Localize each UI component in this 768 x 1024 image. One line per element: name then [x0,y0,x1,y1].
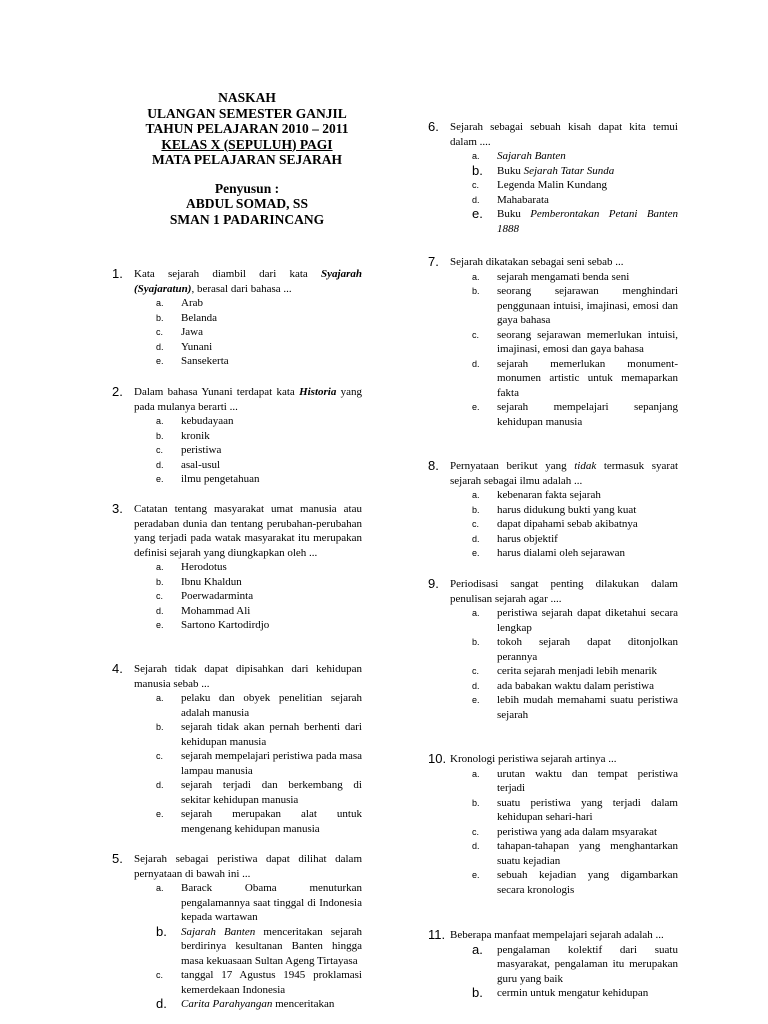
option-text: pelaku dan obyek penelitian sejarah adalah manusia [181,692,362,719]
question-number: 5. [112,851,123,866]
question-term: Historia [299,386,337,398]
option-letter: c. [156,445,164,455]
option-letter: e. [156,620,164,630]
option-text: sejarah mengamati benda seni [497,270,630,283]
option-letter: e. [156,809,164,819]
question-number: 2. [112,384,123,399]
header-class: KELAS X (SEPULUH) PAGI [161,136,333,152]
question-text: Beberapa manfaat mempelajari sejarah adalah ... [450,929,664,941]
option-letter: a. [156,416,164,426]
option-text: dapat dipahami sebab akibatnya [497,518,638,530]
question-text [134,267,362,296]
option-text: kronik [181,429,210,442]
question-6 [428,120,678,236]
option-letter: b. [472,637,480,647]
option-text: Barack Obama menuturkan pengalamannya saat tinggal di Indonesia kepada wartawan [181,882,362,923]
option [472,488,678,503]
option-letter: e. [472,695,480,705]
option-letter: d. [156,459,164,470]
option-text: sejarah mempelajari sepanjang kehidupan manusia [497,401,678,428]
option [472,193,678,208]
option-text: Sansekerta [181,355,229,367]
option-letter: e. [472,206,483,221]
option-text: Legenda Malin Kundang [497,179,607,191]
option-letter: b. [472,797,480,808]
option [156,429,362,444]
option [472,328,678,357]
option-title: Pemberontakan Petani Banten 1888 [497,208,678,235]
option [472,164,678,179]
option [156,560,362,575]
option-letter: d. [156,605,164,616]
option-text: cermin untuk mengatur kehidupan [497,987,649,999]
question-text: Sejarah sebagai sebuah kisah dapat kita temui dalam .... [450,121,678,148]
question-number: 8. [428,458,439,473]
option [472,532,678,547]
option-text: Yunani [181,340,213,353]
option-title: Sajarah Banten [181,925,256,938]
option [156,749,362,778]
question-text: Sejarah dikatakan sebagai seni sebab ... [450,256,624,268]
option-letter: b. [472,286,480,296]
question-text-part: yang pada mulanya berarti ... [134,386,363,413]
option-letter: c. [156,591,164,601]
option [156,691,362,720]
option-text: Ibnu Khaldun [181,575,242,588]
option-text: ilmu pengetahuan [181,473,260,485]
header-title: NASKAH [218,90,276,105]
option [472,825,678,840]
question-8 [428,459,678,561]
option [472,503,678,518]
option-letter: b. [472,985,483,1000]
question-text-part: Kata sejarah diambil dari kata [134,268,322,280]
option-text: sebuah kejadian yang digambarkan secara kronologis [497,869,678,896]
question-number: 6. [428,119,439,134]
option [472,943,678,987]
option-text: sejarah terjadi dan berkembang di sekitar kehidupan manusia [181,779,362,806]
option-letter: e. [156,356,164,366]
option-text: harus dialami oleh sejarawan [497,547,625,559]
option-text: peristiwa [181,444,222,456]
option [472,357,678,401]
option-letter: b. [156,430,164,441]
option-letter: a. [156,693,164,703]
option-letter: e. [156,474,164,484]
question-2 [112,385,362,487]
option-letter: d. [472,358,480,369]
option-text: Sajarah Banten [497,150,566,162]
question-text-part: Pernyataan berikut yang [450,460,575,472]
question-number: 10. [428,751,447,766]
option-text: kebenaran fakta sejarah [497,489,601,501]
option-letter: a. [472,608,480,618]
option-text-part: menceritakan [272,998,335,1010]
question-number: 9. [428,576,439,591]
question-text-part: , berasal dari bahasa ... [191,282,292,295]
compiler-name: ABDUL SOMAD, SS [186,196,308,211]
header-subject: MATA PELAJARAN SEJARAH [151,152,342,167]
option-text: Arab [181,297,203,309]
question-text [450,459,678,488]
option [156,325,362,340]
question-7 [428,255,678,429]
option-letter: a. [472,490,480,500]
option-text: seorang sejarawan menghindari penggunaan intuisi, imajinasi, emosi dan gaya bahasa [497,285,678,326]
option-text-part: Buku [497,208,531,220]
option-text: lebih mudah memahami suatu peristiwa sejarah [497,694,678,721]
option [156,354,362,369]
option-text: ada babakan waktu dalam peristiwa [497,679,654,692]
option-text: sejarah tidak akan pernah berhenti dari kehidupan manusia [181,721,362,748]
question-number: 7. [428,254,439,269]
option-text [497,164,678,179]
option [472,284,678,328]
option-letter: d. [156,341,164,352]
school-name: SMAN 1 PADARINCANG [169,211,325,227]
question-text: Kronologi peristiwa sejarah artinya ... [450,753,617,765]
document-header [112,90,382,227]
question-number: 3. [112,501,123,516]
option-letter: c. [472,180,480,190]
option-letter: b. [156,923,167,939]
option [156,472,362,487]
option-letter: a. [156,562,164,572]
option [472,270,678,285]
option [472,517,678,532]
option-text [181,997,362,1012]
option [472,693,678,722]
option-letter: d. [472,533,480,544]
option-text: peristiwa yang ada dalam msyarakat [497,825,658,838]
option-letter: d. [472,194,480,205]
option-text: Mahabarata [497,193,549,206]
option-text: pengalaman kolektif dari suatu masyarakat, pengalaman itu merupakan guru yang baik [497,943,678,985]
option-title: Sejarah Tatar Sunda [523,164,615,177]
option [156,720,362,749]
question-10 [428,752,678,897]
option-letter: a. [472,768,480,779]
option-letter: b. [156,576,164,587]
option-letter: c. [156,327,164,337]
option [156,778,362,807]
option-letter: c. [472,519,480,529]
option-text: seorang sejarawan memerlukan intuisi, imajinasi, emosi dan gaya bahasa [497,328,678,355]
header-exam: ULANGAN SEMESTER GANJIL [147,105,347,121]
question-text [134,385,362,414]
option-text: harus objektif [497,532,558,545]
option-text: Sartono Kartodirdjo [181,619,270,631]
option-letter: c. [472,826,480,837]
option [156,575,362,590]
option-text: Mohammad Ali [181,604,251,617]
question-number: 4. [112,661,123,676]
option-letter: b. [156,312,164,323]
option-text: tahapan-tahapan yang menghantarkan suatu kejadian [497,840,678,867]
option-text: cerita sejarah menjadi lebih menarik [497,665,658,677]
option-text: tokoh sejarah dapat ditonjolkan perannya [497,636,678,663]
question-9 [428,577,678,722]
option-text: sejarah merupakan alat untuk mengenang kehidupan manusia [181,808,362,835]
question-emphasis: tidak [574,460,597,472]
option [472,178,678,193]
compiler-label: Penyusun : [214,180,280,196]
option-letter: e. [472,402,480,412]
option-letter: a. [472,941,483,957]
question-number: 11. [428,927,446,942]
option-text [497,207,678,236]
option [156,925,362,969]
option-letter: d. [472,680,480,691]
question-text-part: Dalam bahasa Yunani terdapat kata [134,386,300,398]
option-text-part: menceritakan sejarah berdirinya kesultanan Banten hingga masa kekuasaan Sultan Ageng Tirtayasa [181,925,362,967]
option-text: Poerwadarminta [181,590,254,602]
option-text: urutan waktu dan tempat peristiwa terjadi [497,767,678,794]
option [156,589,362,604]
option-title: Carita Parahyangan [181,998,273,1010]
option-text: kebudayaan [181,415,234,427]
option [472,679,678,694]
option-letter: a. [472,271,480,282]
option [472,207,678,236]
option [472,546,678,561]
question-5 [112,852,362,1012]
option [156,968,362,997]
option [472,868,678,897]
question-3 [112,502,362,633]
option [156,881,362,925]
option [472,635,678,664]
option [472,400,678,429]
option-text: peristiwa sejarah dapat diketahui secara lengkap [497,607,678,634]
option-text: suatu peristiwa yang terjadi dalam kehidupan sehari-hari [497,796,678,823]
option [472,664,678,679]
question-4 [112,662,362,836]
option [156,604,362,619]
option-letter: b. [472,162,483,178]
option [156,414,362,429]
option-letter: c. [472,329,480,340]
option-text-part: Buku [497,164,524,177]
option-letter: e. [472,870,480,880]
question-text: Sejarah sebagai peristiwa dapat dilihat dalam pernyataan di bawah ini ... [134,853,362,880]
option [472,606,678,635]
option-text: Jawa [181,326,203,338]
header-year: TAHUN PELAJARAN 2010 – 2011 [145,121,349,136]
option-letter: c. [156,751,164,761]
option [156,296,362,311]
question-number: 1. [112,266,123,281]
option [156,311,362,326]
option-letter: a. [156,298,164,308]
option [156,340,362,355]
option [156,618,362,633]
option-letter: a. [472,151,480,161]
option-text: asal-usul [181,458,221,471]
option-letter: c. [472,666,480,676]
option-letter: e. [472,548,480,558]
option [156,807,362,836]
option [472,767,678,796]
option [472,796,678,825]
option-letter: d. [156,996,167,1011]
option [156,997,362,1012]
option [156,443,362,458]
option-letter: b. [156,722,164,732]
option-text: sejarah memerlukan monument-monumen artistic untuk memaparkan fakta [497,357,678,399]
option-letter: a. [156,883,164,893]
question-text-part: termasuk syarat sejarah sebagai ilmu adalah ... [450,460,679,487]
option-text [181,925,362,969]
question-text: Sejarah tidak dapat dipisahkan dari kehidupan manusia sebab ... [134,663,362,690]
option [472,149,678,164]
question-term: Syajarah (Syajaratun) [134,268,362,295]
option-text: harus didukung bukti yang kuat [497,503,637,516]
question-text: Catatan tentang masyarakat umat manusia atau peradaban dunia dan tentang perubahan-perubahan yang terjadi pada watak masyarakat itu merupakan definisi sejarah yang diungkapkan oleh ... [134,503,362,559]
option [472,986,678,1001]
question-1 [112,267,362,369]
option-letter: d. [156,780,164,790]
option [156,458,362,473]
option [472,839,678,868]
option-letter: c. [156,970,164,980]
option-letter: b. [472,504,480,515]
option-text: tanggal 17 Agustus 1945 proklamasi kemerdekaan Indonesia [181,969,362,996]
option-text: Belanda [181,311,218,324]
question-11 [428,928,678,1001]
question-text: Periodisasi sangat penting dilakukan dalam penulisan sejarah agar .... [450,578,678,605]
option-text: sejarah mempelajari peristiwa pada masa lampau manusia [181,750,362,777]
option-letter: d. [472,841,480,851]
option-text: Herodotus [181,561,227,573]
